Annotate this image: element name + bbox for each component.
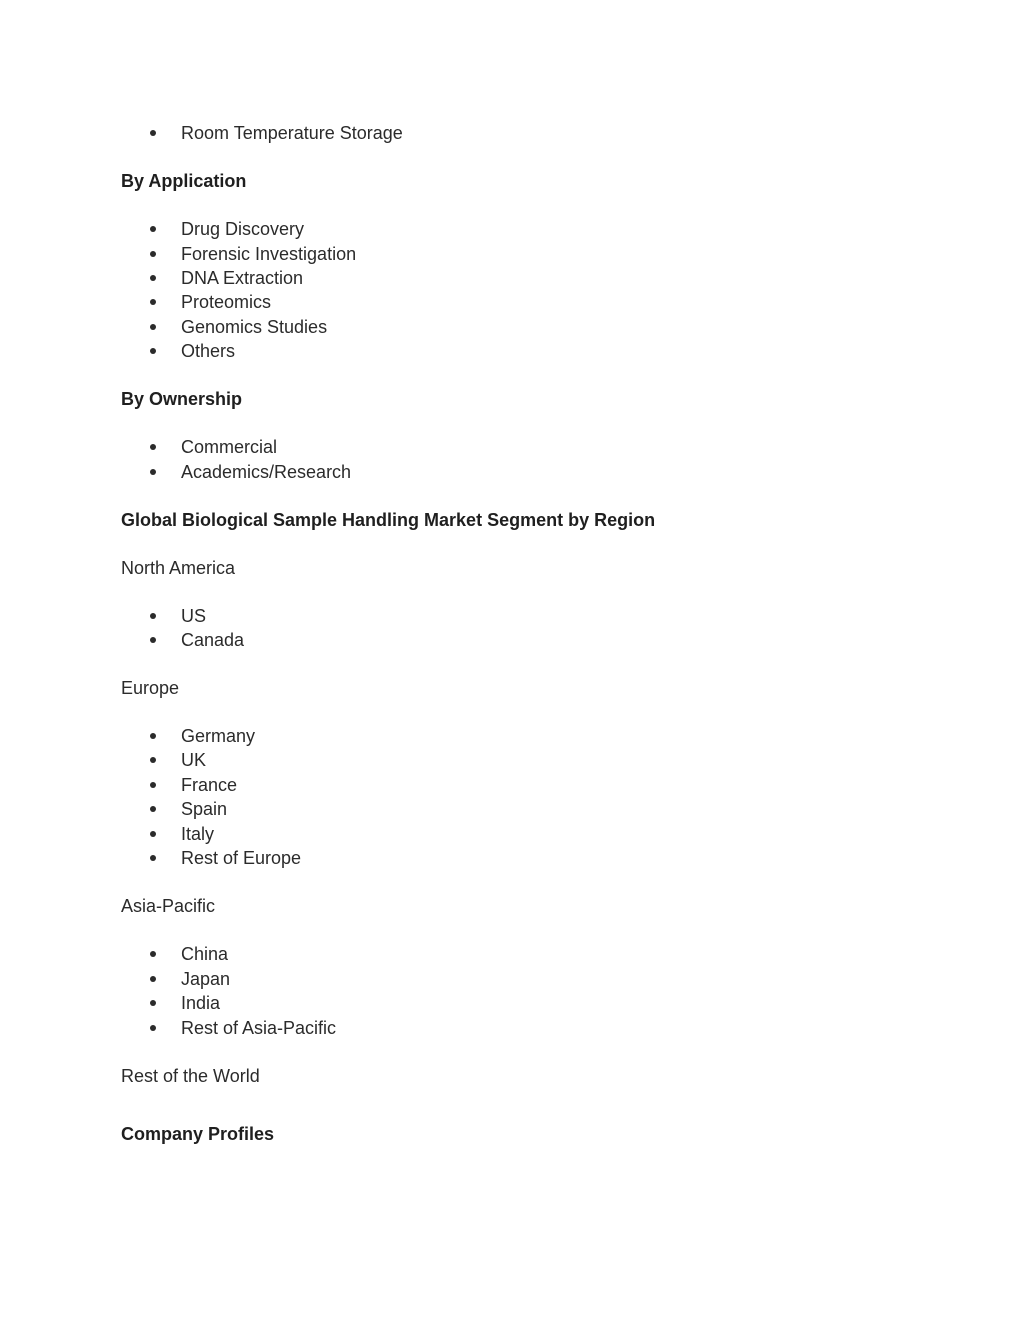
bullet-icon [150, 444, 156, 450]
bullet-icon [150, 251, 156, 257]
region-label-rest-of-world: Rest of the World [121, 1066, 260, 1086]
region-label-europe: Europe [121, 678, 180, 698]
bullet-icon [150, 855, 156, 861]
bullet-icon [150, 951, 156, 957]
bullet-icon [150, 613, 156, 619]
bullet-icon [150, 806, 156, 812]
bullet-icon [150, 976, 156, 982]
bullet-icon [150, 348, 156, 354]
bullet-icon [150, 299, 156, 305]
bullet-icon [150, 324, 156, 330]
bullet-icon [150, 757, 156, 763]
bullet-icon [150, 130, 156, 136]
region-label-north-america: North America [121, 558, 236, 578]
company-profiles-heading: Company Profiles [121, 1124, 275, 1144]
region-segment-heading: Global Biological Sample Handling Market Segment by Region [121, 510, 656, 530]
document-page: Room Temperature Storage By Application Drug Discovery Forensic Investigation DNA Extraction Proteomics Genomics Studies Others By Ownership Commercial Academics/Research Global Biological Sample Handling Market Segment by Region North America US Canada Europe Germany UK France Spain Italy Rest of Europe Asia-Pacific China Japan India Rest of Asia-Pacific Rest of the World Company Profiles [121, 123, 656, 1144]
bullet-icon [150, 469, 156, 475]
by-application-heading: By Application [121, 171, 247, 191]
bullet-icon [150, 1025, 156, 1031]
region-label-asia-pacific: Asia-Pacific [121, 896, 216, 916]
bullet-icon [150, 1000, 156, 1006]
bullet-icon [150, 782, 156, 788]
bullet-icon [150, 226, 156, 232]
bullet-icon [150, 637, 156, 643]
bullet-icon [150, 831, 156, 837]
bullet-icon [150, 733, 156, 739]
bullet-icon [150, 275, 156, 281]
by-ownership-heading: By Ownership [121, 389, 243, 409]
